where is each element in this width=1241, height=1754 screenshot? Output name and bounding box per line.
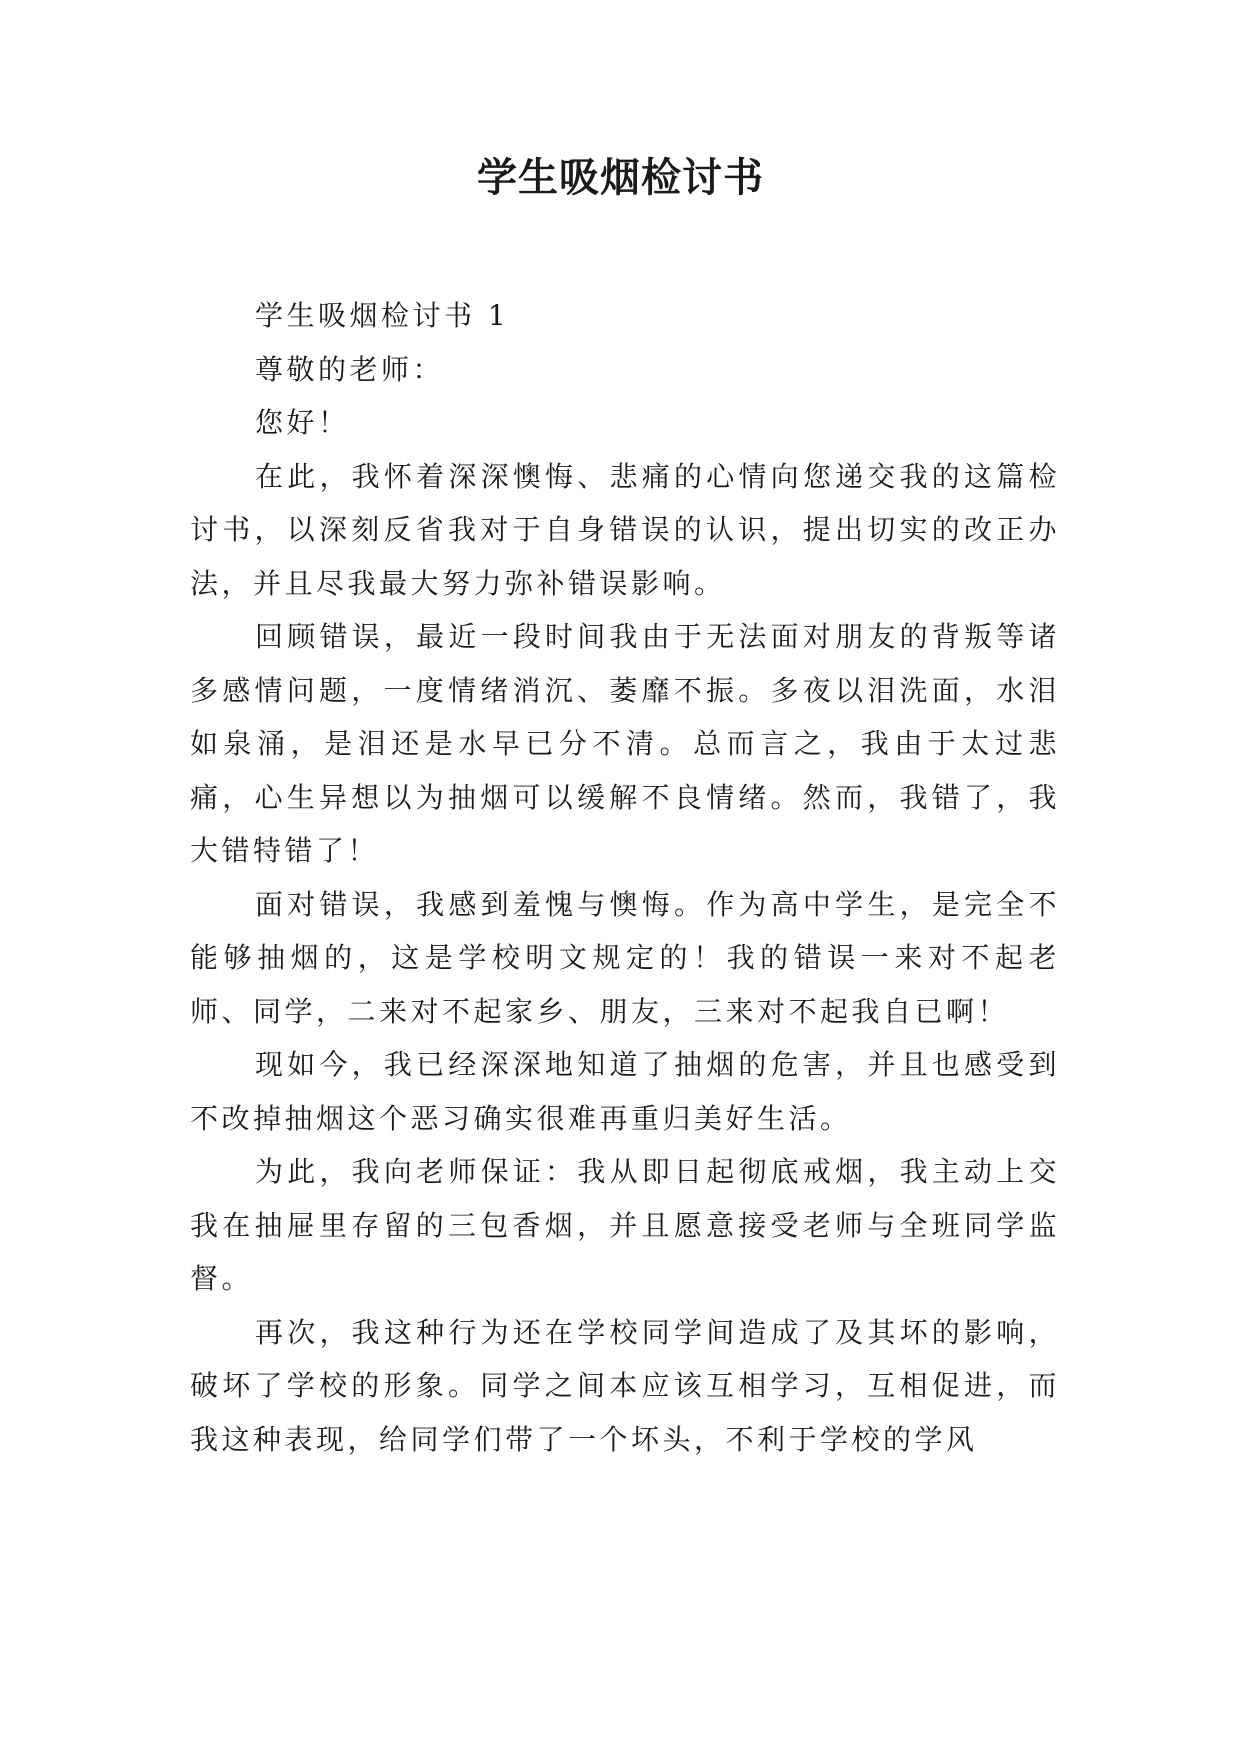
- salutation: 尊敬的老师：: [255, 352, 445, 386]
- body-paragraph: 为此，我向老师保证：我从即日起彻底戒烟，我主动上交我在抽屉里存留的三包香烟，并且愿意接受老师与全班同学监督。: [190, 1155, 1060, 1295]
- body-paragraph: 在此，我怀着深深懊悔、悲痛的心情向您递交我的这篇检讨书，以深刻反省我对于自身错误的认识，提出切实的改正办法，并且尽我最大努力弥补错误影响。: [190, 459, 1060, 600]
- body-paragraph: 面对错误，我感到羞愧与懊悔。作为高中学生，是完全不能够抽烟的，这是学校明文规定的！我的错误一来对不起老师、同学，二来对不起家乡、朋友，三来对不起我自已啊！: [190, 887, 1060, 1028]
- document-body: [190, 289, 1060, 1466]
- body-paragraph: 再次，我这种行为还在学校同学间造成了及其坏的影响，破坏了学校的形象。同学之间本应该互相学习，互相促进，而我这种表现，给同学们带了一个坏头，不利于学校的学风: [190, 1315, 1060, 1456]
- section-heading: 学生吸烟检讨书 1: [255, 299, 510, 332]
- document-title: 学生吸烟检讨书: [477, 155, 764, 201]
- body-paragraph: 现如今，我已经深深地知道了抽烟的危害，并且也感受到不改掉抽烟这个恶习确实很难再重归美好生活。: [190, 1048, 1060, 1135]
- body-paragraph: 回顾错误，最近一段时间我由于无法面对朋友的背叛等诸多感情问题，一度情绪消沉、萎靡不振。多夜以泪洗面，水泪如泉涌，是泪还是水早已分不清。总而言之，我由于太过悲痛，心生异想以为抽烟可以缓解不良情绪。然而，我错了，我大错特错了！: [190, 620, 1060, 867]
- greeting: 您好！: [255, 406, 350, 439]
